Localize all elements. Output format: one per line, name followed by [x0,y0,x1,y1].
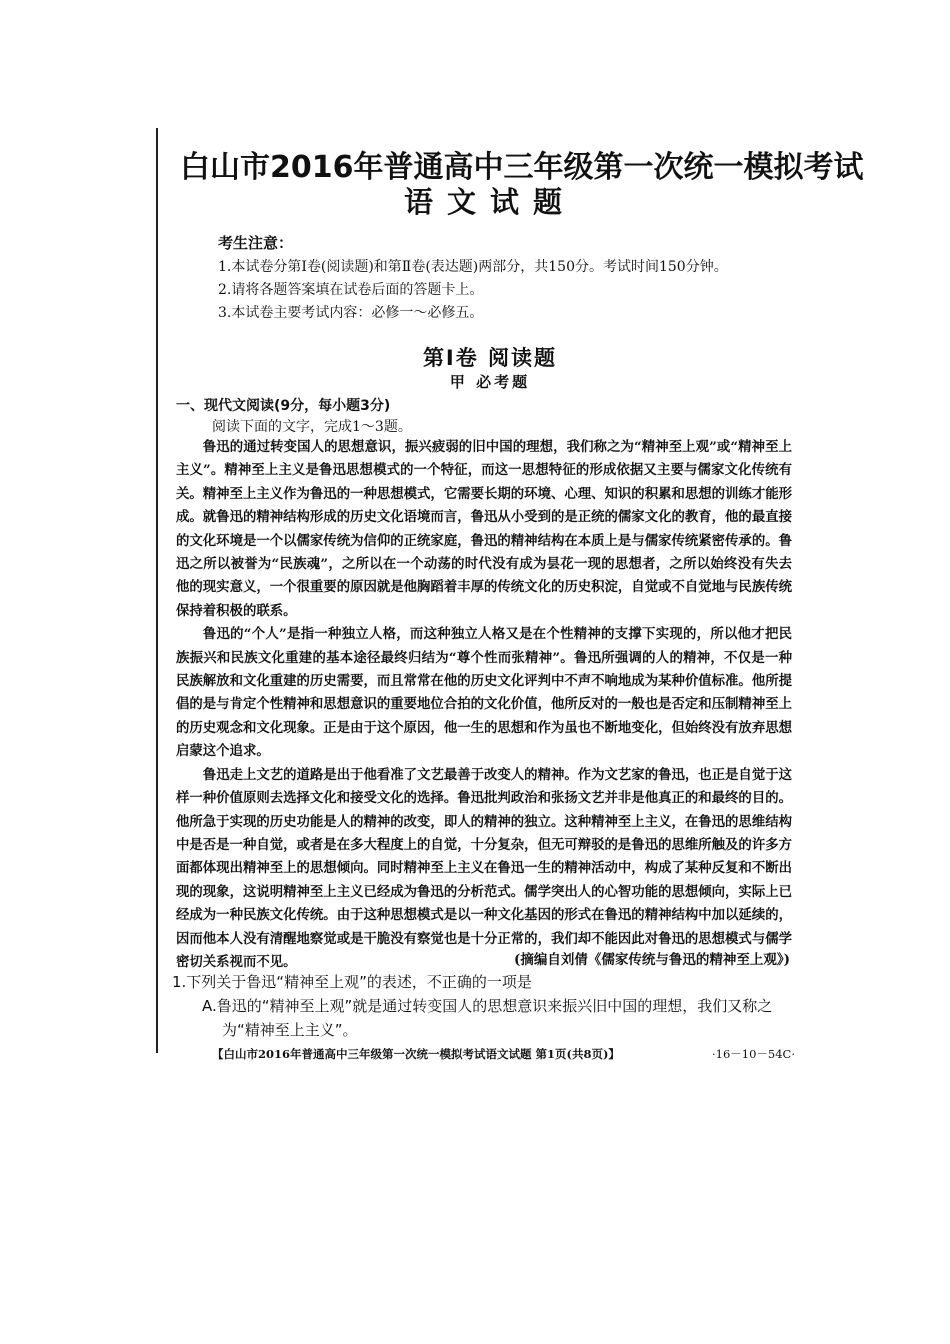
notice-item-3: 3.本试卷主要考试内容：必修一～必修五。 [218,305,484,321]
page-footer: 【白山市2016年普通高中三年级第一次统一模拟考试语文试题 第1页(共8页)】 [212,1047,620,1061]
question-1 [172,970,792,1042]
part-title: 第Ⅰ卷 阅读题 [422,346,558,370]
subject-title: 语文试题 [403,185,576,219]
notice-item-2: 2.请将各题答案填在试卷后面的答题卡上。 [218,282,484,298]
option-a-continued: 为“精神至上主义”。 [222,1021,358,1039]
section-heading: 一、现代文阅读(9分，每小题3分) [176,398,391,414]
candidate-notice [218,232,728,325]
reading-instruction: 阅读下面的文字，完成1～3题。 [212,419,412,435]
notice-item-1: 1.本试卷分第Ⅰ卷(阅读题)和第Ⅱ卷(表达题)两部分，共150分。考试时间150分钟。 [218,259,728,275]
passage-paragraph-1: 鲁迅的通过转变国人的思想意识，振兴疲弱的旧中国的理想，我们称之为“精神至上观”或“精神至上主义”。精神至上主义是鲁迅思想模式的一个特征，而这一思想特征的形成依据又主要与儒家文化传统有关。精神至上主义作为鲁迅的一种思想模式，它需要长期的环境、心理、知识的积累和思想的训练才能形成。就鲁迅的精神结构形成的历史文化语境而言，鲁迅从小受到的是正统的儒家文化的教育，他的最直接的文化环境是一个以儒家传统为信仰的正统家庭，鲁迅的精神结构在本质上是与儒家传统紧密传承的。鲁迅之所以被誉为“民族魂”，之所以在一个动荡的时代没有成为昙花一现的思想者，之所以始终没有失去他的现实意义，一个很重要的原因就是他胸蹈着丰厚的传统文化的历史积淀，自觉或不自觉地与民族传统保持着积极的联系。 [176,439,792,619]
part-subtitle: 甲 必考题 [449,373,531,391]
passage-paragraph-3: 鲁迅走上文艺的道路是出于他看准了文艺最善于改变人的精神。作为文艺家的鲁迅，也正是自觉于这样一种价值原则去选择文化和接受文化的选择。鲁迅批判政治和张扬文艺并非是他真正的和最终的目的。他所急于实现的历史功能是人的精神的改变，即人的精神的独立。这种精神至上主义，在鲁迅的思维结构中是否是一种自觉，或者是在多大程度上的自觉，十分复杂，但无可辩驳的是鲁迅的思维所触及的许多方面都体现出精神至上的思想倾向。同时精神至上主义在鲁迅一生的精神活动中，构成了某种反复和不断出现的现象，这说明精神至上主义已经成为鲁迅的分析范式。儒学突出人的心智功能的思想倾向，实际上已经成为一种民族文化传统。由于这种思想模式是以一种文化基因的形式在鲁迅的精神结构中加以延续的，因而他本人没有清醒地察觉或是干脆没有察觉也是十分正常的，我们却不能因此对鲁迅的思想模式与儒学密切关系视而不见。 [176,766,792,970]
question-stem: 1.下列关于鲁迅“精神至上观”的表述，不正确的一项是 [172,973,532,991]
binding-line [156,128,158,1053]
notice-heading: 考生注意： [218,234,294,252]
exam-main-title: 白山市2016年普通高中三年级第一次统一模拟考试 [180,150,864,185]
option-a: A.鲁迅的“精神至上观”就是通过转变国人的思想意识来振兴旧中国的理想，我们又称之 [202,997,773,1015]
passage-paragraph-2: 鲁迅的“个人”是指一种独立人格，而这种独立人格又是在个性精神的支撑下实现的，所以他才把民族振兴和民族文化重建的基本途径最终归结为“尊个性而张精神”。鲁迅所强调的人的精神，不仅是一种民族解放和文化重建的历史需要，而且常常在他的历史文化评判中不声不响地成为某种价值标准。他所提倡的是与肯定个性精神和思想意识的重要地位合拍的文化价值，他所反对的一般也是否定和压制精神至上的历史观念和文化现象。正是由于这个原因，他一生的思想和作为虽也不断地变化，但始终没有放弃思想启蒙这个追求。 [176,626,792,760]
reading-passage [176,436,792,974]
footer-code: ·16－10－54C· [712,1047,796,1061]
passage-source: (摘编自刘倩《儒家传统与鲁迅的精神至上观》) [513,952,790,968]
